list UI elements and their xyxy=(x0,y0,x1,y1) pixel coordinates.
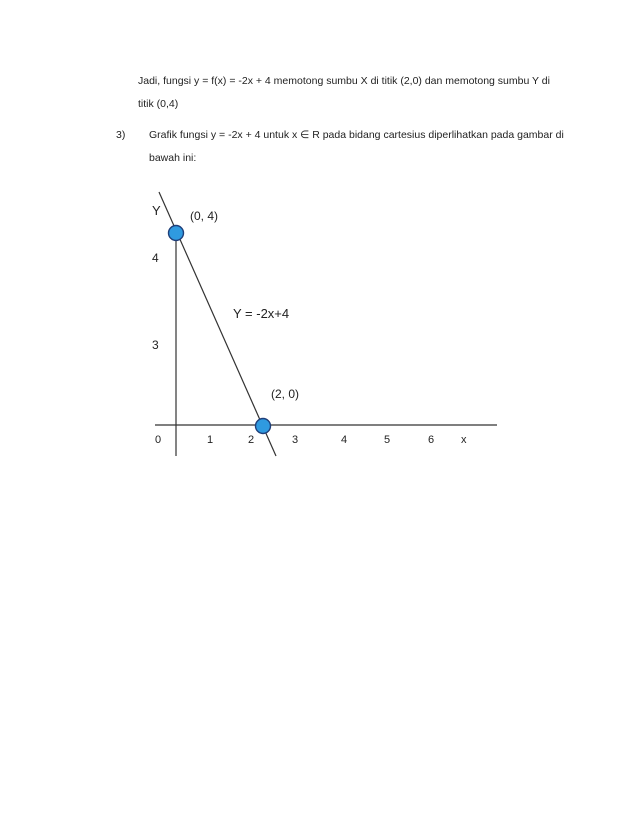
x-tick-label: 2 xyxy=(248,434,255,446)
line-equation-label: Y = -2x+4 xyxy=(233,306,290,321)
text-line-1: Jadi, fungsi y = f(x) = -2x + 4 memotong sumbu X di titik (2,0) dan memotong sumbu Y di xyxy=(138,75,550,87)
x-tick-label: 4 xyxy=(341,434,348,446)
x-tick-label: 1 xyxy=(207,434,214,446)
x-tick-label: 5 xyxy=(384,434,391,446)
text-line-4: bawah ini: xyxy=(149,152,197,164)
x-axis-label: x xyxy=(461,434,467,446)
point-label-top: (0, 4) xyxy=(190,209,219,223)
point-x-intercept xyxy=(256,419,271,434)
y-tick-label: 3 xyxy=(152,338,159,352)
text-line-3: Grafik fungsi y = -2x + 4 untuk x ∈ R pada bidang cartesius diperlihatkan pada gambar di xyxy=(149,129,564,141)
y-tick-label: 4 xyxy=(152,251,159,265)
point-y-intercept xyxy=(169,226,184,241)
x-tick-label: 3 xyxy=(292,434,299,446)
x-tick-label: 0 xyxy=(155,434,162,446)
y-axis-label: Y xyxy=(152,203,161,218)
item-number: 3) xyxy=(116,129,126,141)
point-label-bottom: (2, 0) xyxy=(271,387,300,401)
x-tick-label: 6 xyxy=(428,434,435,446)
text-line-2: titik (0,4) xyxy=(138,98,179,110)
